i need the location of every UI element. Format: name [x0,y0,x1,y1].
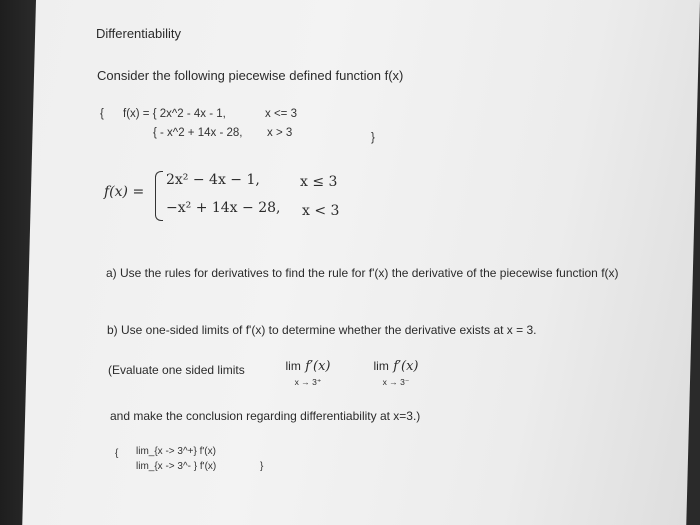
limit-source-line-1: lim_{x -> 3^+} f'(x) [136,446,216,457]
case-1-condition: x ≤ 3 [300,174,338,190]
case-2-condition: x < 3 [302,203,340,219]
limit-source-line-2: lim_{x -> 3^- } f'(x) [136,461,217,472]
limit-source-open-brace: { [115,448,119,459]
evaluate-text: (Evaluate one sided limits [108,363,245,377]
piecewise-brace [155,171,163,221]
source-line-1-condition: x <= 3 [265,108,297,120]
limit-right-word: lim [285,359,301,373]
limit-left-subscript: x → 3⁻ [382,377,410,387]
limit-right [268,357,348,388]
source-line-2: { - x^2 + 14x - 28, [153,127,243,139]
conclusion-text: and make the conclusion regarding differentiability at x=3.) [110,409,421,423]
limit-right-subscript: x → 3⁺ [294,377,322,387]
limit-left [356,357,436,388]
question-b: b) Use one-sided limits of f'(x) to determine whether the derivative exists at x = 3. [107,323,537,337]
source-open-brace: { [100,108,104,120]
intro-text: Consider the following piecewise defined function f(x) [97,68,404,83]
source-line-2-condition: x > 3 [267,127,293,139]
limit-left-function: f′(x) [393,359,419,374]
limit-source-close-brace: } [260,461,264,472]
function-lhs: f(x) = [104,184,145,200]
source-close-brace: } [371,132,375,144]
source-line-1: f(x) = { 2x^2 - 4x - 1, [123,108,226,120]
case-1-expression: 2x² − 4x − 1, [166,172,260,188]
question-a: a) Use the rules for derivatives to find the rule for f'(x) the derivative of the piecewise function f(x) [106,266,619,280]
limit-right-function: f′(x) [305,359,331,374]
case-2-expression: −x² + 14x − 28, [166,200,281,216]
limit-left-word: lim [373,359,389,373]
document-title: Differentiability [96,26,182,41]
